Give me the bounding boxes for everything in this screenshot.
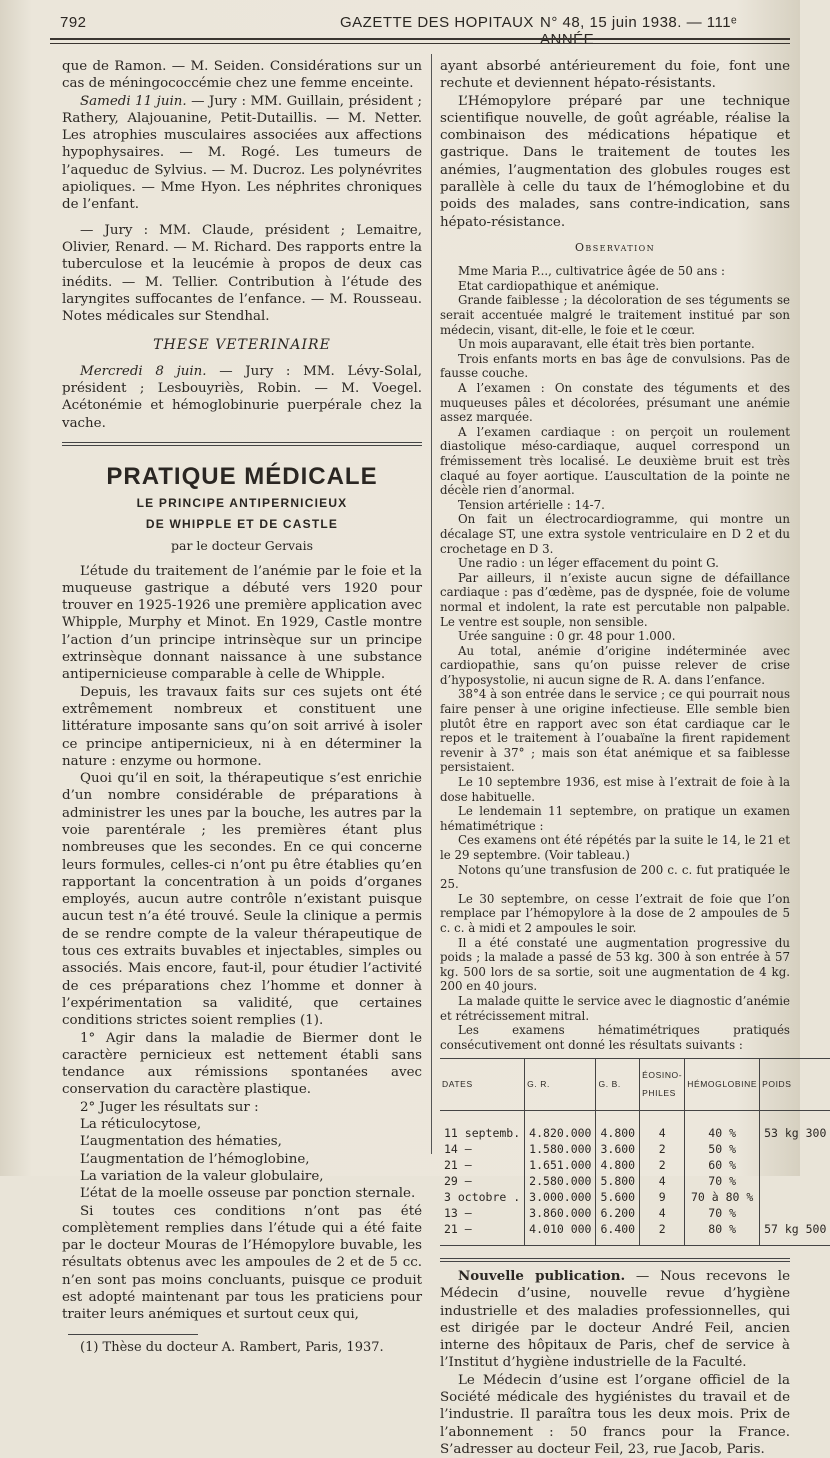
running-header (40, 10, 795, 48)
paragraph: Trois enfants morts en bas âge de convulsions. Pas de fausse couche. (440, 351, 790, 381)
section-rule (62, 442, 422, 446)
col-header: G. B. (596, 1059, 640, 1111)
thesis-heading: THESE VETERINAIRE (153, 337, 331, 354)
issue-info: N° 48, 15 juin 1938. — 111ᵉ ANNÉE (540, 14, 738, 48)
table-cell: 57 kg 500 (760, 1221, 830, 1246)
paragraph: Quoi qu’il en soit, la thérapeutique s’est enrichie d’un nombre considérable de préparations à administrer les unes par la bouche, les autres par la voie parentérale ; les premières étant plus nombreuses que les secondes. En ce qui concerne leurs formules, celles-ci n’ont pu être établies qu’en rapportant la concentration à un poids d’organes employés, aucun autre contrôle n’existant puisque aucun test n’a été trouvé. Seule la clinique a permis de se rendre compte de la valeur thérapeutique de tous ces extraits buvables et injectables, simples ou associés. Mais encore, faut-il, pour étudier l’activité de ces préparations chez l’homme et donner à l’expérimentation sa validité, que certaines conditions strictes soient remplies (1). (62, 771, 422, 1029)
table-row (440, 1110, 830, 1141)
paragraph: Urée sanguine : 0 gr. 48 pour 1.000. (458, 629, 676, 644)
list-item: La réticulocytose, (80, 1117, 202, 1133)
paragraph: Ces examens ont été répétés par la suite le 14, le 21 et le 29 septembre. (Voir tableau.) (440, 833, 790, 863)
table-cell: 4 (640, 1173, 685, 1189)
paragraph: L’étude du traitement de l’anémie par le foie et la muqueuse gastrique a débuté vers 1920 pour trouver en 1925-1926 une première application avec Whipple, Murphy et Minot. En 1929, Castle montre l’action d’un principe intrinsèque sur un principe extrinsèque donnant naissance à une substance antipernicieuse comparable à celle de Whipple. (62, 563, 422, 683)
paragraph: 38°4 à son entrée dans le service ; ce qui pourrait nous faire penser à une origine infectieuse. Elle semble bien plutôt être en rapport avec son état cardiaque car le repos et le traitement à l’ouabaïne la firent rapidement revenir à 37° ; mais son état anémique et sa faiblesse persistaient. (440, 687, 790, 775)
col-header: DATES (440, 1059, 525, 1111)
section-title: PRATIQUE MÉDICALE (106, 462, 378, 490)
table-cell: 29 — (440, 1173, 525, 1189)
col-header: POIDS (760, 1059, 830, 1111)
article-title-line: LE PRINCIPE ANTIPERNICIEUX (136, 496, 348, 511)
paragraph: La malade quitte le service avec le diagnostic d’anémie et rétrécissement mitral. (440, 993, 790, 1023)
date: Mercredi 8 juin. (80, 363, 207, 379)
table-cell: 4.820.000 (525, 1110, 596, 1141)
table-cell: 21 — (440, 1157, 525, 1173)
table-cell: 4.800 (596, 1110, 640, 1141)
table-cell: 70 % (685, 1173, 760, 1189)
table-cell: 5.800 (596, 1173, 640, 1189)
table-body (440, 1110, 830, 1245)
table-cell (760, 1141, 830, 1157)
text: — Nous recevons le Médecin d’usine, nouvelle revue d’hygiène industrielle et des maladies professionnelles, qui est dirigée par le docteur André Feil, ancien interne des hôpitaux de Paris, chef de service à l’Institut d’hygiène industrielle de la Faculté. (440, 1268, 790, 1371)
table-cell: 21 — (440, 1221, 525, 1246)
paragraph: Par ailleurs, il n’existe aucun signe de défaillance cardiaque : pas d’œdème, pas de dyspnée, foie de volume normal et indolent, la rate est percutable non palpable. Le ventre est souple, non sensible. (440, 570, 790, 629)
table-cell: 3.600 (596, 1141, 640, 1157)
section-rule (440, 1258, 790, 1262)
table-header-row (440, 1059, 830, 1111)
table-cell: 3.860.000 (525, 1205, 596, 1221)
paragraph: ayant absorbé antérieurement du foie, font une rechute et deviennent hépato-résistants. (440, 59, 790, 92)
footnote-rule (68, 1334, 198, 1335)
paragraph: Au total, anémie d’origine indéterminée avec cardiopathie, sans qu’on puisse relever de crise d’hyposystolie, ni aucun signe de R. A. dans l’enfance. (440, 643, 790, 687)
page-number: 792 (60, 14, 87, 31)
table-cell: 4.010 000 (525, 1221, 596, 1246)
paragraph: On fait un électrocardiogramme, qui montre un décalage ST, une extra systole ventriculaire en D 2 et du crochetage en D 3. (440, 512, 790, 556)
right-column (440, 58, 827, 1458)
table-row (440, 1205, 830, 1221)
column-divider (431, 54, 432, 1154)
col-header: G. R. (525, 1059, 596, 1111)
paragraph: Le lendemain 11 septembre, on pratique un examen hématimétrique : (440, 804, 790, 833)
table-cell: 6.200 (596, 1205, 640, 1221)
table-cell: 70 % (685, 1205, 760, 1221)
paragraph: Le 30 septembre, on cesse l’extrait de foie que l’on remplace par l’hémopylore à la dose de 2 ampoules de 5 c. c. à midi et 2 ampoules le soir. (440, 891, 790, 935)
paragraph: A l’examen : On constate des téguments et des muqueuses pâles et décolorées, présumant une anémie assez marquée. (440, 381, 790, 425)
table-cell: 2 (640, 1221, 685, 1246)
text: — Jury : MM. Guillain, président ; Rathery, Alajouanine, Petit-Dutaillis. — M. Netter. Les atrophies musculaires associées aux affections hypophysaires. — M. Rogé. Les tumeurs de l’aqueduc de Sylvius. — M. Ducroz. Les polynévrites apioliques. — Mme Hyon. Les néphrites chroniques de l’enfant. (62, 93, 423, 213)
paragraph: Si toutes ces conditions n’ont pas été complètement remplies dans l’étude qui a été faite par le docteur Mouras de l’Hémopylore buvable, les résultats obtenus avec les ampoules de 2 et de 5 cc. n’en sont pas moins concluants, puisque ce produit est adopté maintenant par tous les praticiens pour traiter leurs anémiques et surtout ceux qui, (62, 1203, 422, 1323)
table-cell: 70 à 80 % (685, 1189, 760, 1205)
article-title-line: DE WHIPPLE ET DE CASTLE (145, 517, 339, 532)
paragraph: A l’examen cardiaque : on perçoit un roulement diastolique méso-cardiaque, auquel correspond un frémissement très localisé. Le deuxième bruit est très claqué au foyer aortique. L’auscultation de la pointe ne décèle rien d’anormal. (440, 424, 790, 498)
table-cell (760, 1157, 830, 1173)
text: — Jury : MM. Lévy-Solal, président ; Lesbouyriès, Robin. — M. Voegel. Acétonémie et hémoglobinurie puerpérale chez la vache. (62, 363, 422, 431)
table-cell: 2.580.000 (525, 1173, 596, 1189)
observation-heading: Observation (575, 240, 655, 254)
table-cell: 6.400 (596, 1221, 640, 1246)
table-row (440, 1173, 830, 1189)
date: Samedi 11 juin. (80, 93, 187, 109)
results-table (440, 1058, 830, 1246)
table-cell: 2 (640, 1157, 685, 1173)
paragraph: Il a été constaté une augmentation progressive du poids ; la malade a passé de 53 kg. 300 à son entrée à 57 kg. 500 lors de sa sortie, soit une augmentation de 4 kg. 200 en 40 jours. (440, 935, 790, 994)
table-cell: 1.651.000 (525, 1157, 596, 1173)
table-row (440, 1189, 830, 1205)
paragraph (62, 93, 422, 214)
table-cell: 9 (640, 1189, 685, 1205)
paragraph: Grande faiblesse ; la décoloration de ses téguments se serait accentuée malgré le traitement institué par son médecin, visant, dit-elle, le foie et le cœur. (440, 293, 790, 337)
paragraph: Les examens hématimétriques pratiqués consécutivement ont donné les résultats suivants : (440, 1023, 790, 1052)
footnote: (1) Thèse du docteur A. Rambert, Paris, 1937. (80, 1339, 384, 1355)
header-rule-thin (50, 43, 790, 44)
paragraph: Notons qu’une transfusion de 200 c. c. fut pratiquée le 25. (440, 862, 790, 892)
paragraph (440, 1268, 790, 1372)
paragraph: Le Médecin d’usine est l’organe officiel de la Société médicale des hygiénistes du travail et de l’industrie. Il paraîtra tous les deux mois. Prix de l’abonnement : 50 francs pour la France. S’adresser au docteur Feil, 23, rue Jacob, Paris. (440, 1372, 790, 1457)
paragraph: 1° Agir dans la maladie de Biermer dont le caractère pernicieux est nettement établi sans tendance aux rémissions spontanées avec conservation du caractère plastique. (62, 1030, 422, 1098)
table-cell: 50 % (685, 1141, 760, 1157)
header-rule (50, 38, 790, 40)
table-cell: 13 — (440, 1205, 525, 1221)
table-cell: 14 — (440, 1141, 525, 1157)
list-item: La variation de la valeur globulaire, (80, 1168, 324, 1184)
list-item: L’état de la moelle osseuse par ponction sternale. (80, 1186, 416, 1202)
paragraph: Mme Maria P..., cultivatrice âgée de 50 ans : (458, 264, 726, 279)
paragraph: Le 10 septembre 1936, est mise à l’extrait de foie à la dose habituelle. (440, 775, 790, 804)
table-row (440, 1221, 830, 1246)
table-cell: 2 (640, 1141, 685, 1157)
table-cell: 4.800 (596, 1157, 640, 1173)
table-cell: 80 % (685, 1221, 760, 1246)
table-cell (760, 1173, 830, 1189)
table-row (440, 1141, 830, 1157)
table-cell: 5.600 (596, 1189, 640, 1205)
paragraph: que de Ramon. — M. Seiden. Considérations sur un cas de méningococcémie chez une femme enceinte. (62, 59, 422, 92)
observation-text (440, 264, 790, 1052)
list-item: L’augmentation de l’hémoglobine, (80, 1151, 310, 1167)
table-row (440, 1157, 830, 1173)
paragraph: Un mois auparavant, elle était très bien portante. (458, 337, 755, 352)
paragraph: Depuis, les travaux faits sur ces sujets ont été extrêmement nombreux et constituent une littérature imposante sans qu’on soit arrivé à isoler ce principe antipernicieux, ni à en déterminer la nature : enzyme ou hormone. (62, 684, 422, 769)
col-header: HÉMOGLOBINE (685, 1059, 760, 1111)
table-cell: 3.000.000 (525, 1189, 596, 1205)
table-cell: 1.580.000 (525, 1141, 596, 1157)
paragraph: Tension artérielle : 14-7. (458, 497, 605, 512)
list-item: L’augmentation des hématies, (80, 1134, 282, 1150)
paragraph: Etat cardiopathique et anémique. (458, 278, 660, 293)
byline: par le docteur Gervais (170, 538, 313, 554)
table-cell: 3 octobre . (440, 1189, 525, 1205)
col-header: ÉOSINO-PHILES (640, 1059, 685, 1111)
table-cell: 60 % (685, 1157, 760, 1173)
paragraph: 2° Juger les résultats sur : (80, 1099, 259, 1115)
paragraph: Une radio : un léger effacement du point G. (458, 556, 719, 571)
table-cell: 40 % (685, 1110, 760, 1141)
table-cell: 4 (640, 1110, 685, 1141)
table-cell (760, 1189, 830, 1205)
paragraph: L’Hémopylore préparé par une technique scientifique nouvelle, de goût agréable, réalise la combinaison des médications hépatique et gastrique. Dans le traitement de toutes les anémies, l’augmentation des globules rouges est parallèle à celle du taux de l’hémoglobine et du poids des malades, sans contre-indication, sans hépato-résistance. (440, 93, 790, 230)
table-cell: 4 (640, 1205, 685, 1221)
table-cell: 11 septemb. (440, 1110, 525, 1141)
paragraph: — Jury : MM. Claude, président ; Lemaitre, Olivier, Renard. — M. Richard. Des rapports entre la tuberculose et la leucémie à propos de deux cas inédits. — M. Tellier. Contribution à l’étude des laryngites suffocantes de l’enfance. — M. Rousseau. Notes médicales sur Stendhal. (62, 222, 422, 325)
news-title: Nouvelle publication. (458, 1267, 626, 1284)
paragraph (62, 363, 422, 432)
left-column (62, 58, 422, 1356)
table-cell: 53 kg 300 (764, 1125, 827, 1140)
table-cell (760, 1205, 830, 1221)
journal-title: GAZETTE DES HOPITAUX (340, 14, 534, 31)
